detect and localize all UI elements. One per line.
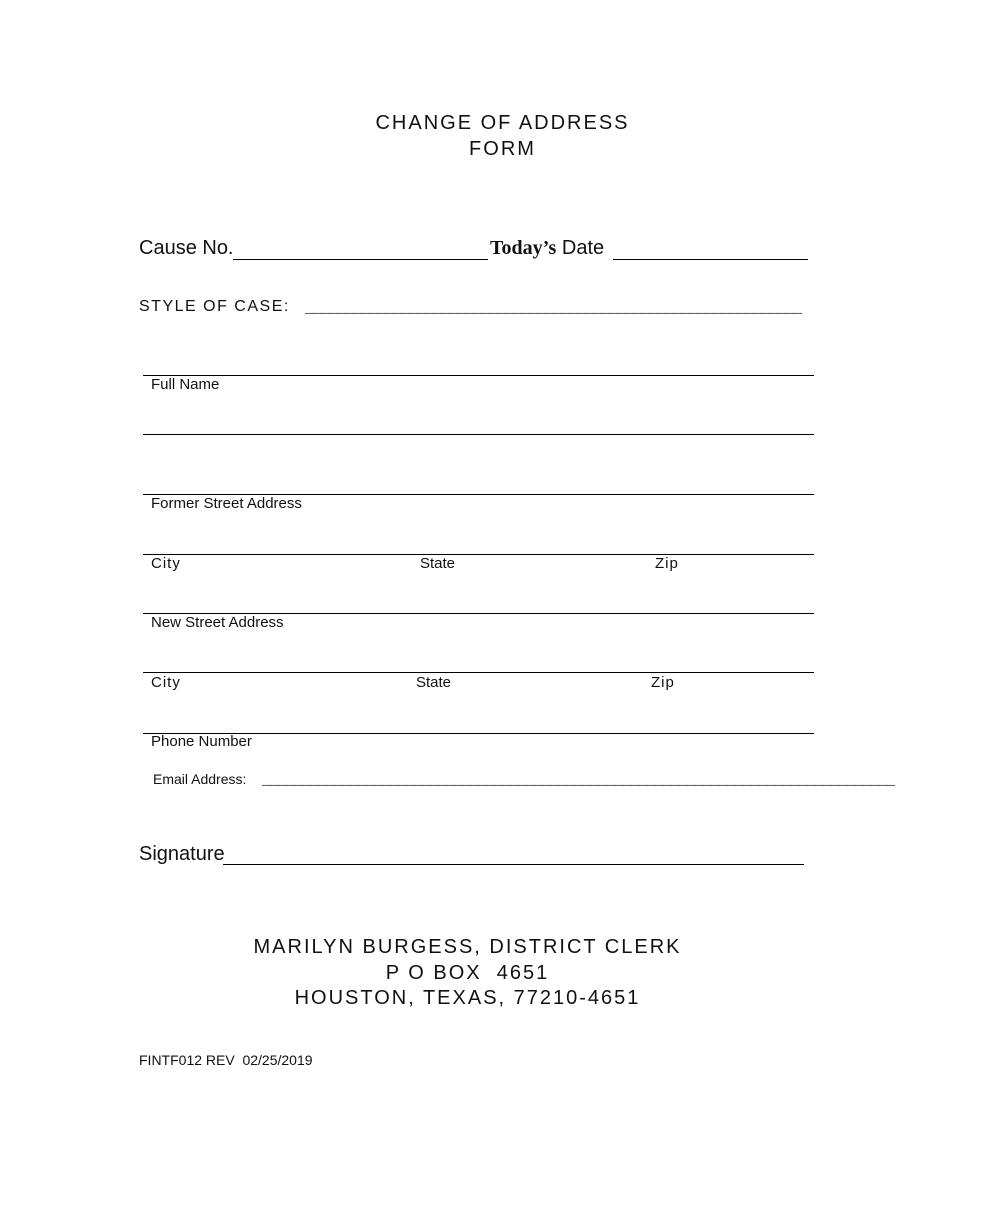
new-street-label: New Street Address: [151, 614, 284, 631]
former-street-label: Former Street Address: [151, 495, 302, 512]
clerk-city-state-zip: HOUSTON, TEXAS, 77210-4651: [294, 987, 641, 1009]
former-city-label: City: [151, 555, 181, 572]
cause-no-field[interactable]: [233, 259, 488, 260]
signature-label: Signature: [139, 843, 225, 865]
email-address-field[interactable]: _______________________________________________________________________________: [262, 772, 895, 789]
former-zip-label: Zip: [655, 555, 679, 572]
clerk-po-box: P O BOX 4651: [385, 962, 550, 984]
form-id: FINTF012 REV 02/25/2019: [139, 1052, 313, 1068]
former-city-rule[interactable]: [143, 554, 814, 555]
phone-number-label: Phone Number: [151, 733, 252, 750]
new-state-label: State: [416, 674, 452, 691]
cause-no-label: Cause No.: [139, 237, 234, 259]
former-state-label: State: [420, 555, 456, 572]
form-title-line2: FORM: [469, 138, 536, 160]
new-city-rule[interactable]: [143, 672, 814, 673]
todays-date-label: [490, 237, 604, 260]
style-of-case-label: STYLE OF CASE:: [139, 298, 290, 315]
full-name-label: Full Name: [151, 376, 220, 393]
style-of-case-field[interactable]: ______________________________________________________________: [305, 300, 802, 317]
new-zip-label: Zip: [651, 674, 675, 691]
full-name-field[interactable]: [143, 434, 814, 435]
todays-date-label-bold: Today’s: [490, 237, 557, 259]
todays-date-field[interactable]: [613, 259, 808, 260]
form-title-line1: CHANGE OF ADDRESS: [375, 112, 630, 134]
new-city-label: City: [151, 674, 181, 691]
email-address-label: Email Address:: [153, 771, 247, 787]
todays-date-label-text: Date: [561, 237, 605, 259]
full-name-top-rule: [143, 375, 814, 376]
signature-field[interactable]: [223, 864, 804, 865]
clerk-name: MARILYN BURGESS, DISTRICT CLERK: [253, 936, 682, 958]
